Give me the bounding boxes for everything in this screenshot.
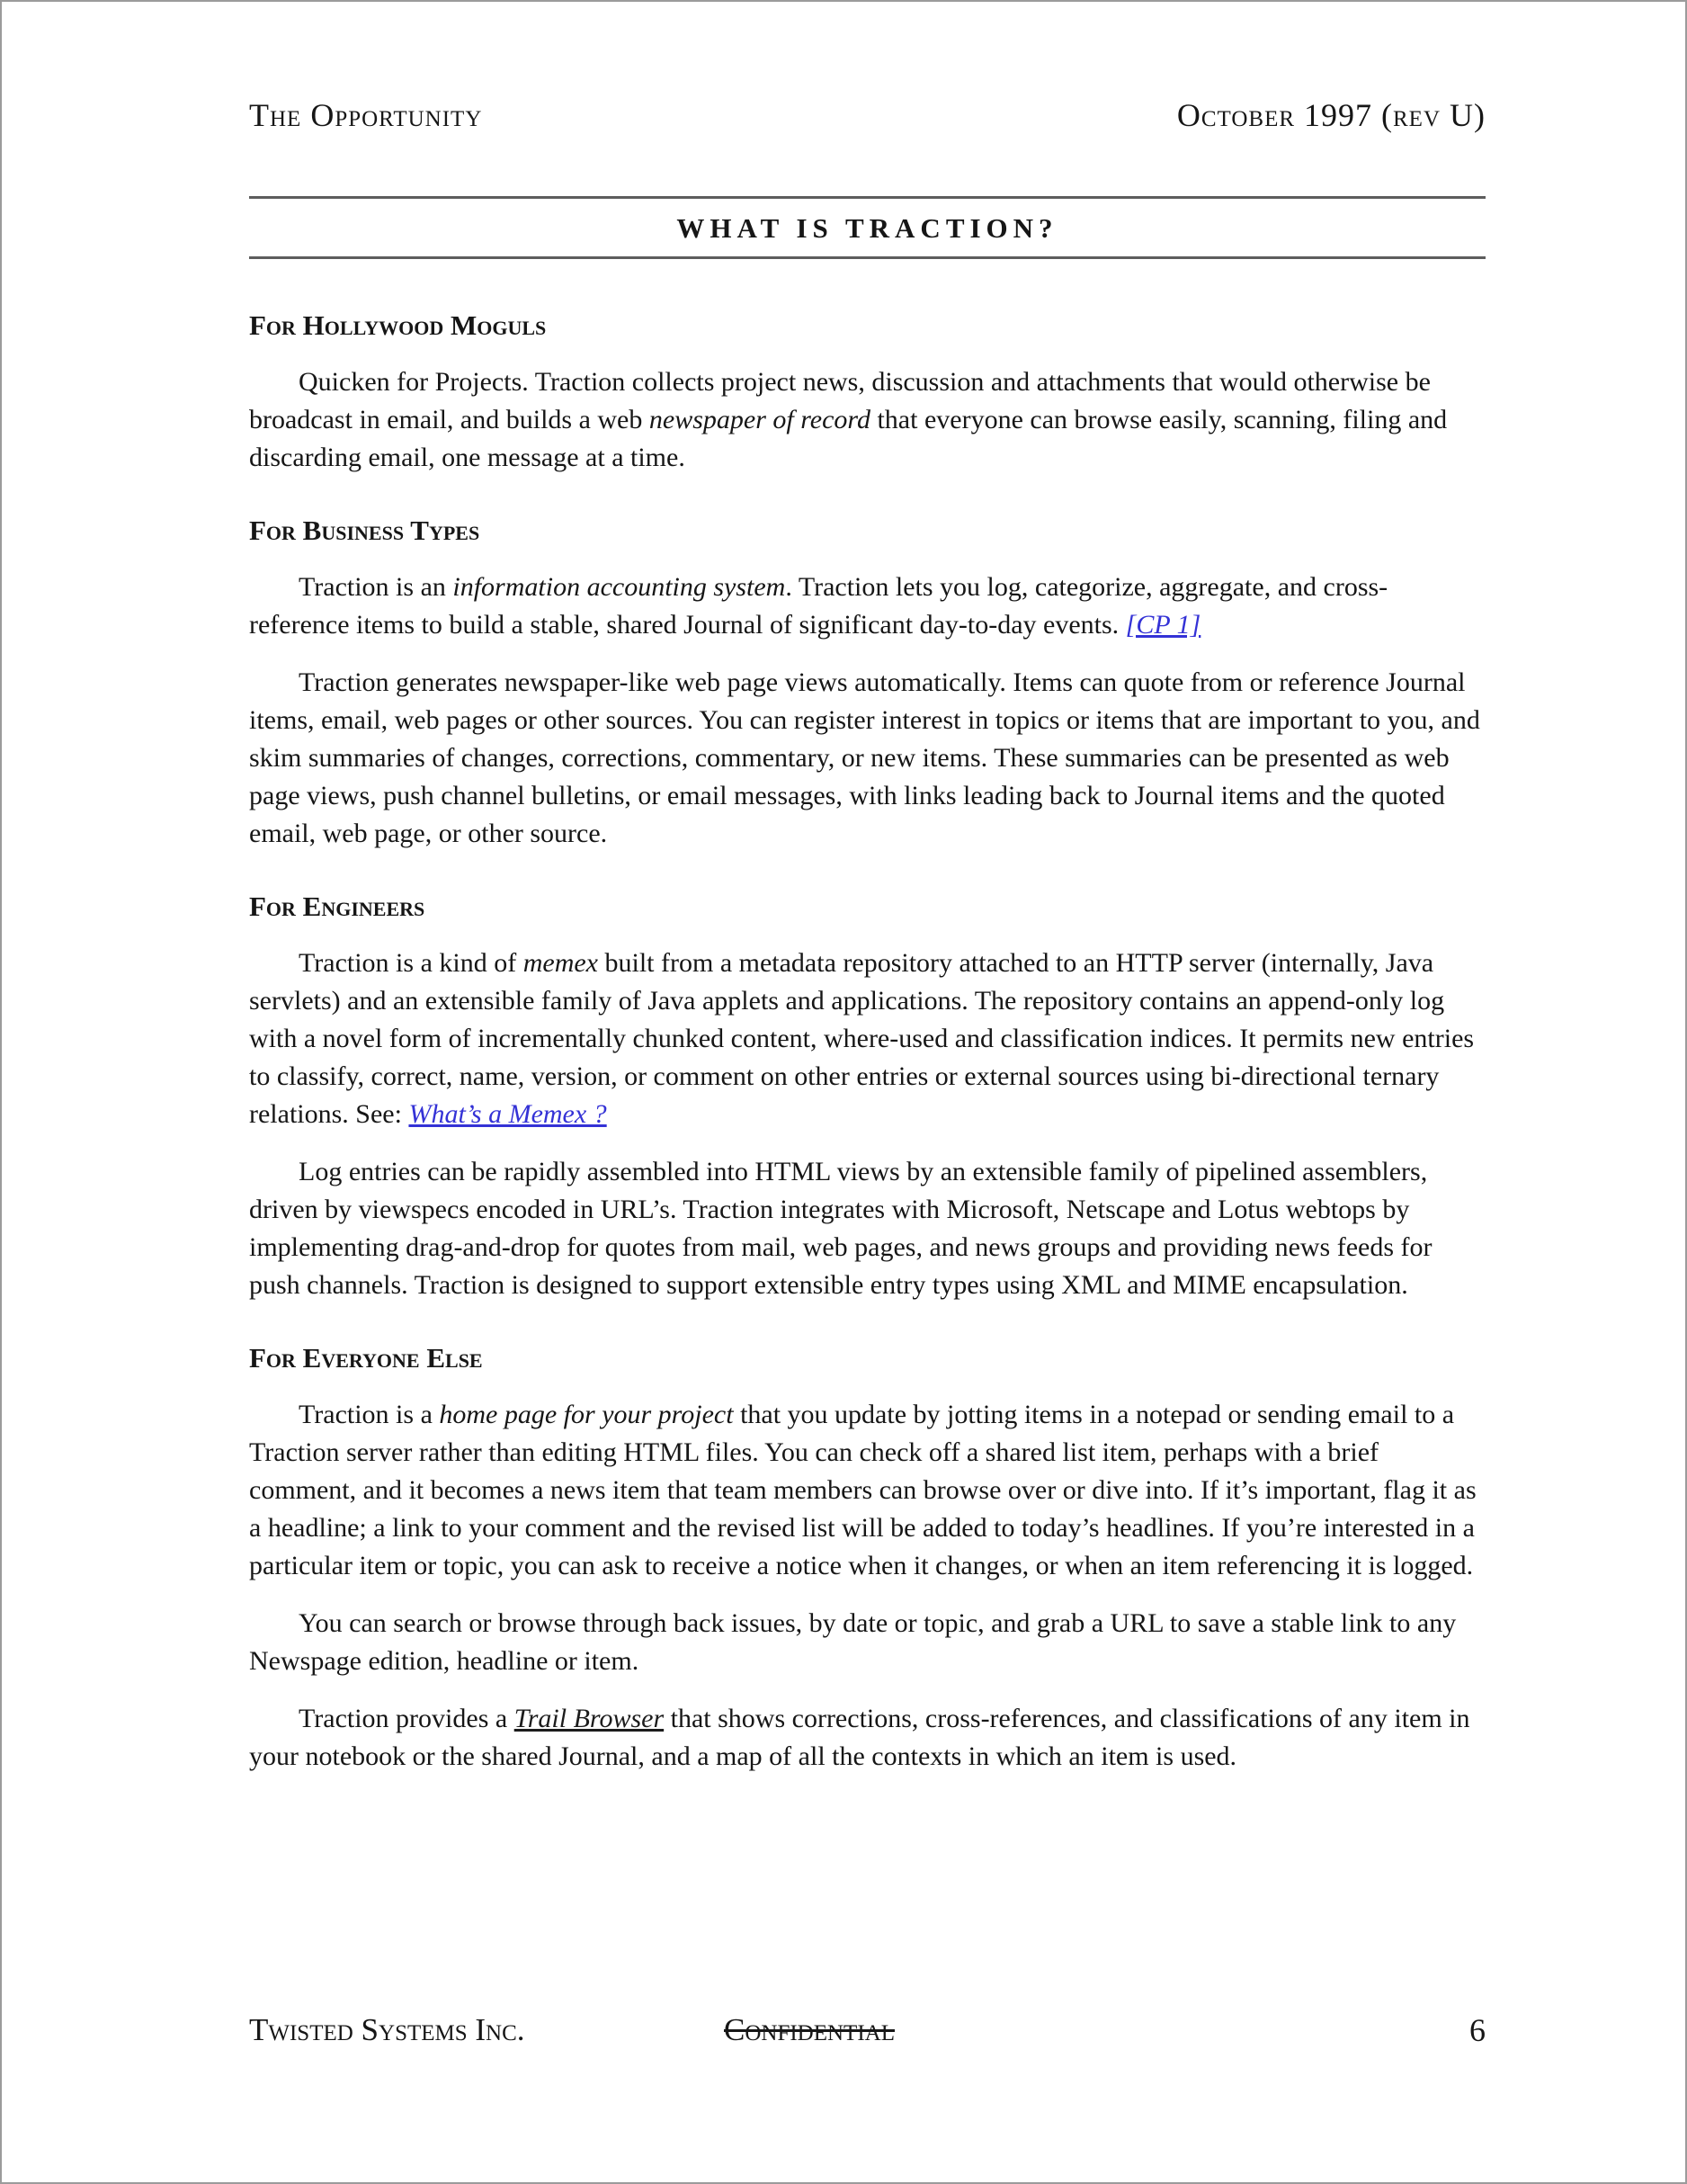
page-title: WHAT IS TRACTION? (676, 212, 1058, 244)
section-heading-3: For Engineers (249, 891, 425, 922)
paragraph (249, 568, 1486, 644)
text-run: Traction is an (299, 572, 453, 602)
section-heading-4: For Everyone Else (249, 1342, 483, 1374)
text-run: home page for your project (439, 1400, 734, 1429)
page-number: 6 (1469, 2012, 1486, 2048)
paragraph (249, 1396, 1486, 1585)
page-header (249, 95, 1486, 135)
paragraph (249, 1700, 1486, 1776)
section-heading-2: For Business Types (249, 515, 480, 546)
cp1-link[interactable]: [CP 1] (1125, 610, 1201, 640)
text-run: . Traction lets you log, categorize, aggregate, and cross-reference items to build a stable, shared Journal of significant day-to-day events. (249, 572, 1388, 640)
text-run: Traction is a (299, 1400, 440, 1429)
text-run: information accounting system (452, 572, 786, 602)
paragraph (249, 664, 1486, 853)
text-run: that everyone can browse easily, scanning, filing and discarding email, one message at a time. (249, 405, 1448, 472)
text-run: You can search or browse through back issues, by date or topic, and grab a URL to save a stable link to any Newspage edition, headline or item. (249, 1608, 1457, 1676)
confidential-stamp: Confidential (724, 2012, 895, 2047)
text-run: memex (522, 948, 598, 978)
text-run: Traction is a kind of (299, 948, 523, 978)
text-run: that shows corrections, cross-references, and classifications of any item in your notebook or the shared Journal, and a map of all the contexts in which an item is used. (249, 1704, 1470, 1771)
text-run: newspaper of record (648, 405, 870, 434)
footer-company: Twisted Systems Inc. (249, 2012, 525, 2047)
paragraph (249, 944, 1486, 1133)
page-footer (2, 2008, 1687, 2058)
trail-browser-link[interactable]: Trail Browser (513, 1704, 665, 1733)
text-run: that you update by jotting items in a notepad or sending email to a Traction server rather than editing HTML files. You can check off a shared list item, perhaps with a brief comment, and it becomes a news item that team members can browse over or dive into. If it’s important, flag it as a headline; a link to your comment and the revised list will be added to today’s headlines. If you’re interested in a particular item or topic, you can ask to receive a notice when it changes, or when an item referencing it is logged. (249, 1400, 1477, 1580)
section-heading-1: For Hollywood Moguls (249, 309, 547, 341)
text-run: Log entries can be rapidly assembled into HTML views by an extensible family of pipelined assemblers, driven by viewspecs encoded in URL’s. Traction integrates with Microsoft, Netscape and Lotus webtops by implementing drag-and-drop for quotes from mail, web pages, and news groups and providing news feeds for push channels. Traction is designed to support extensible entry types using XML and MIME encapsulation. (249, 1157, 1433, 1300)
paragraph (249, 1605, 1486, 1680)
text-run: Quicken for Projects. Traction collects project news, discussion and attachments that would otherwise be broadcast in email, and builds a web (249, 367, 1431, 434)
running-title: The Opportunity (249, 97, 483, 133)
title-block (249, 196, 1486, 259)
paragraph (249, 1153, 1486, 1304)
text-run: Traction provides a (299, 1704, 514, 1733)
document-body (249, 272, 1486, 1776)
paragraph (249, 363, 1486, 477)
text-run: Traction generates newspaper-like web page views automatically. Items can quote from or reference Journal items, email, web pages or other sources. You can register interest in topics or items that are important to you, and skim summaries of changes, corrections, commentary, or new items. These summaries can be presented as web page views, push channel bulletins, or email messages, with links leading back to Journal items and the quoted email, web page, or other source. (249, 667, 1480, 848)
text-run: built from a metadata repository attached to an HTTP server (internally, Java servlets) and an extensible family of Java applets and applications. The repository contains an append-only log with a novel form of incrementally chunked content, where-used and classification indices. It permits new entries to classify, correct, name, version, or comment on other entries or external sources using bi-directional ternary relations. See: (249, 948, 1475, 1129)
whats-a-memex-link[interactable]: What’s a Memex ? (408, 1099, 607, 1129)
revision-date: October 1997 (rev U) (1176, 97, 1486, 133)
